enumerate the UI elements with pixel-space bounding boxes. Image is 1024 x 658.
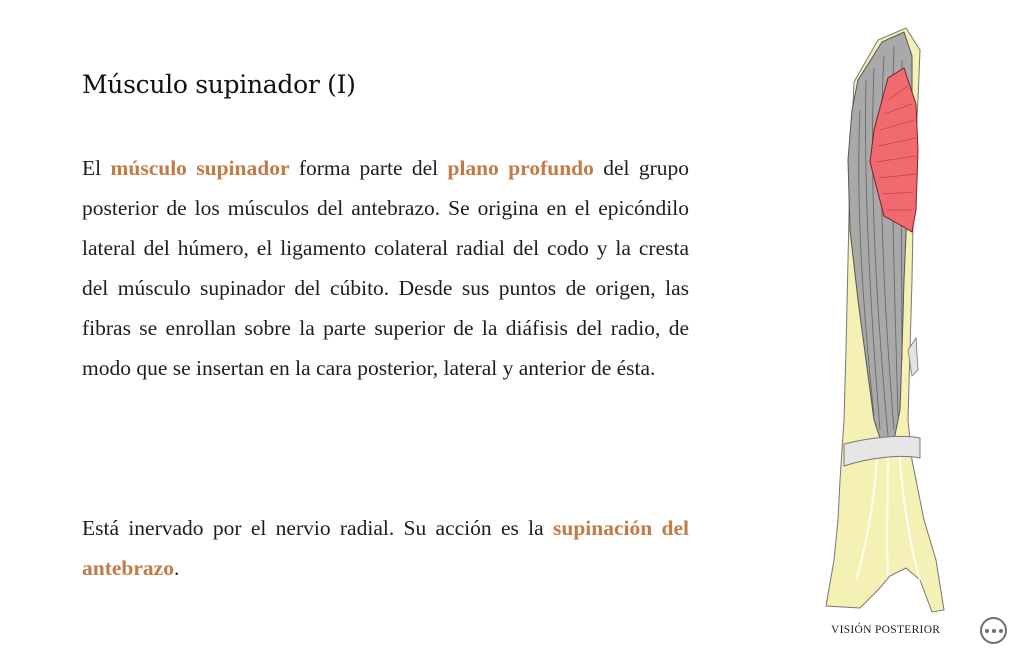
paragraph-text: El: [82, 156, 111, 180]
more-options-icon: [999, 629, 1003, 633]
description-paragraph: [82, 148, 689, 388]
more-options-button[interactable]: [980, 617, 1007, 644]
page-title: Músculo supinador (I): [82, 70, 356, 99]
paragraph-text: forma parte del: [289, 156, 448, 180]
figure-caption: VISIÓN POSTERIOR: [831, 624, 941, 636]
paragraph-text: .: [173, 556, 180, 580]
term-supinacion: supinación del antebrazo: [82, 516, 689, 580]
more-options-icon: [985, 629, 989, 633]
term-plano-profundo: plano profundo: [447, 156, 594, 180]
term-musculo-supinador: músculo supinador: [110, 156, 290, 180]
innervation-paragraph: [82, 508, 689, 588]
forearm-illustration: [808, 20, 958, 620]
paragraph-text: Está inervado por el nervio radial. Su acción es la: [82, 516, 554, 540]
more-options-icon: [992, 629, 996, 633]
paragraph-text: del grupo posterior de los músculos del antebrazo. Se origina en el epicóndilo lateral del húmero, el ligamento colateral radial del codo y la cresta del músculo supinador del cúbito. Desde sus puntos de origen, las fibras se enrollan sobre la parte superior de la diáfisis del radio, de modo que se insertan en la cara posterior, lateral y anterior de ésta.: [82, 156, 690, 380]
